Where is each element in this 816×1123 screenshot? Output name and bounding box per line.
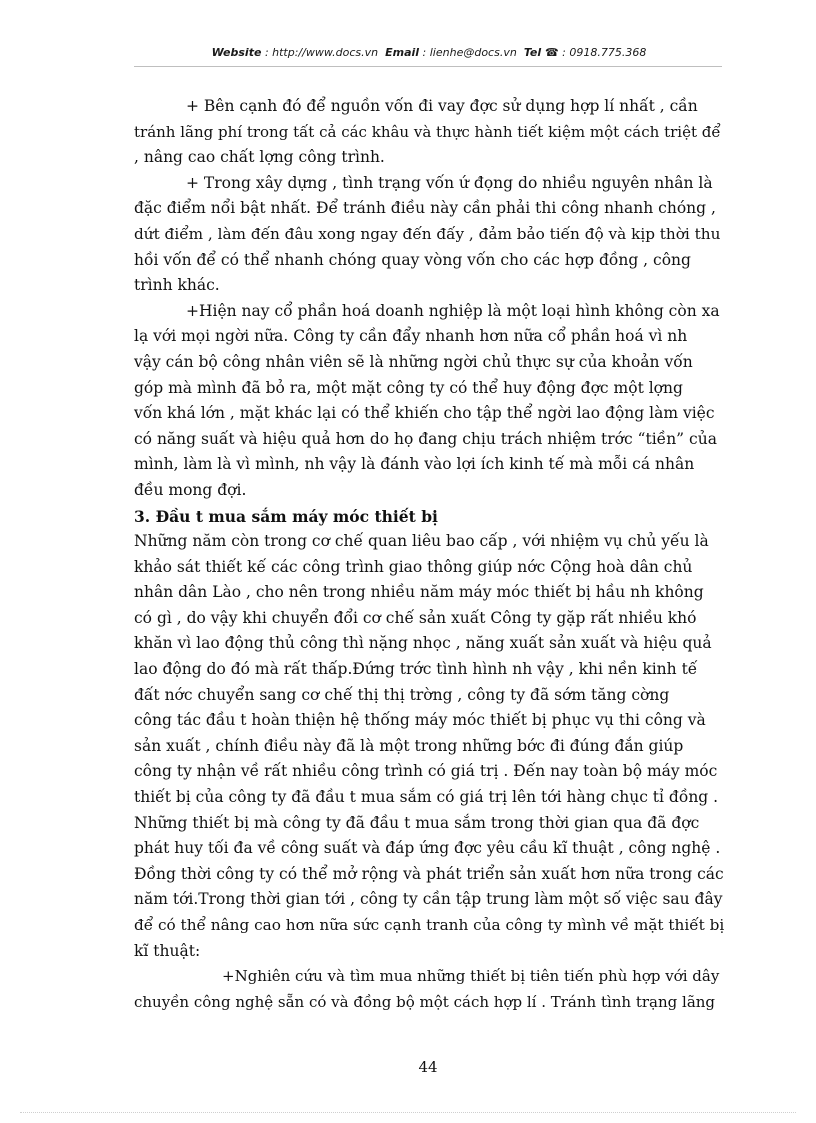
section-heading: 3. Đầu t mua sắm máy móc thiết bị bbox=[134, 506, 438, 526]
text-line: công tác đầu t hoàn thiện hệ thống máy móc thiết bị phục vụ thi công và bbox=[134, 711, 706, 730]
header-divider bbox=[134, 66, 722, 67]
text-line: sản xuất , chính điều này đã là một trong những bớc đi đúng đắn giúp bbox=[134, 736, 684, 755]
text-line: hồi vốn để có thể nhanh chóng quay vòng vốn cho các hợp đồng , công bbox=[134, 250, 691, 269]
tel-label: Tel ☎ bbox=[523, 46, 559, 59]
text-line: thiết bị của công ty đã đầu t mua sắm có giá trị lên tới hàng chục tỉ đồng . bbox=[134, 788, 719, 807]
footer-divider bbox=[20, 1112, 796, 1113]
text-line: +Hiện nay cổ phần hoá doanh nghiệp là một loại hình không còn xa bbox=[186, 301, 720, 320]
text-line: lạ với mọi ngời nữa. Công ty cần đẩy nhanh hơn nữa cổ phần hoá vì nh bbox=[134, 327, 688, 346]
text-line: trình khác. bbox=[134, 276, 220, 295]
email-label: Email bbox=[385, 46, 420, 59]
text-line: để có thể nâng cao hơn nữa sức cạnh tranh của công ty mình về mặt thiết bị bbox=[134, 916, 725, 934]
text-line: năm tới.Trong thời gian tới , công ty cần tập trung làm một số việc sau đây bbox=[134, 890, 723, 909]
text-line: + Trong xây dựng , tình trạng vốn ứ đọng do nhiều nguyên nhân là bbox=[186, 173, 713, 192]
text-line: tránh lãng phí trong tất cả các khâu và thực hành tiết kiệm một cách triệt để bbox=[134, 122, 721, 141]
text-line: Đồng thời công ty có thể mở rộng và phát triển sản xuất hơn nữa trong các bbox=[134, 864, 724, 883]
text-line: khảo sát thiết kế các công trình giao thông giúp nớc Cộng hoà dân chủ bbox=[134, 557, 693, 576]
text-line: nhân dân Lào , cho nên trong nhiều năm máy móc thiết bị hầu nh không bbox=[134, 583, 704, 602]
text-line: chuyền công nghệ sẵn có và đồng bộ một cách hợp lí . Tránh tình trạng lãng bbox=[134, 992, 716, 1011]
text-line: vốn khá lớn , mặt khác lại có thể khiến cho tập thể ngời lao động làm việc bbox=[134, 404, 715, 423]
text-line: góp mà mình đã bỏ ra, một mặt công ty có thể huy động đợc một lợng bbox=[134, 378, 683, 397]
text-line: đều mong đợi. bbox=[134, 480, 247, 499]
document-body bbox=[134, 94, 724, 1015]
page-number: 44 bbox=[418, 1058, 438, 1076]
text-line: công ty nhận về rất nhiều công trình có giá trị . Đến nay toàn bộ máy móc bbox=[134, 762, 718, 781]
website-value: : http://www.docs.vn bbox=[264, 46, 379, 59]
text-line: mình, làm là vì mình, nh vậy là đánh vào lợi ích kinh tế mà mỗi cá nhân bbox=[134, 455, 695, 474]
tel-value: : 0918.775.368 bbox=[562, 46, 647, 59]
text-line: +Nghiên cứu và tìm mua những thiết bị tiên tiến phù hợp với dây bbox=[222, 967, 720, 986]
text-line: phát huy tối đa về công suất và đáp ứng đợc yêu cầu kĩ thuật , công nghệ . bbox=[134, 839, 721, 858]
text-line: Những năm còn trong cơ chế quan liêu bao cấp , với nhiệm vụ chủ yếu là bbox=[134, 532, 709, 551]
text-line: khăn vì lao động thủ công thì nặng nhọc , năng xuất sản xuất và hiệu quả bbox=[134, 634, 712, 653]
text-line: Những thiết bị mà công ty đã đầu t mua sắm trong thời gian qua đã đợc bbox=[134, 813, 700, 832]
text-line: có gì , do vậy khi chuyển đổi cơ chế sản xuất Công ty gặp rất nhiều khó bbox=[134, 608, 697, 627]
text-line: đất nớc chuyển sang cơ chế thị thị trờng , công ty đã sớm tăng cờng bbox=[134, 685, 670, 704]
email-value: : lienhe@docs.vn bbox=[422, 46, 517, 59]
text-line: lao động do đó mà rất thấp.Đứng trớc tình hình nh vậy , khi nền kinh tế bbox=[134, 660, 698, 679]
website-label: Website bbox=[211, 46, 262, 59]
text-line: , nâng cao chất lợng công trình. bbox=[134, 148, 385, 167]
text-line: vậy cán bộ công nhân viên sẽ là những ngời chủ thực sự của khoản vốn bbox=[134, 352, 693, 371]
text-line: dứt điểm , làm đến đâu xong ngay đến đấy , đảm bảo tiến độ và kịp thời thu bbox=[134, 224, 721, 243]
text-line: đặc điểm nổi bật nhất. Để tránh điều này cần phải thi công nhanh chóng , bbox=[134, 199, 716, 218]
text-line: kĩ thuật: bbox=[134, 941, 201, 960]
text-line: có năng suất và hiệu quả hơn do họ đang chịu trách nhiệm trớc “tiền” của bbox=[134, 429, 717, 448]
text-line: + Bên cạnh đó để nguồn vốn đi vay đợc sử dụng hợp lí nhất , cần bbox=[186, 97, 698, 115]
page-header bbox=[134, 46, 724, 59]
